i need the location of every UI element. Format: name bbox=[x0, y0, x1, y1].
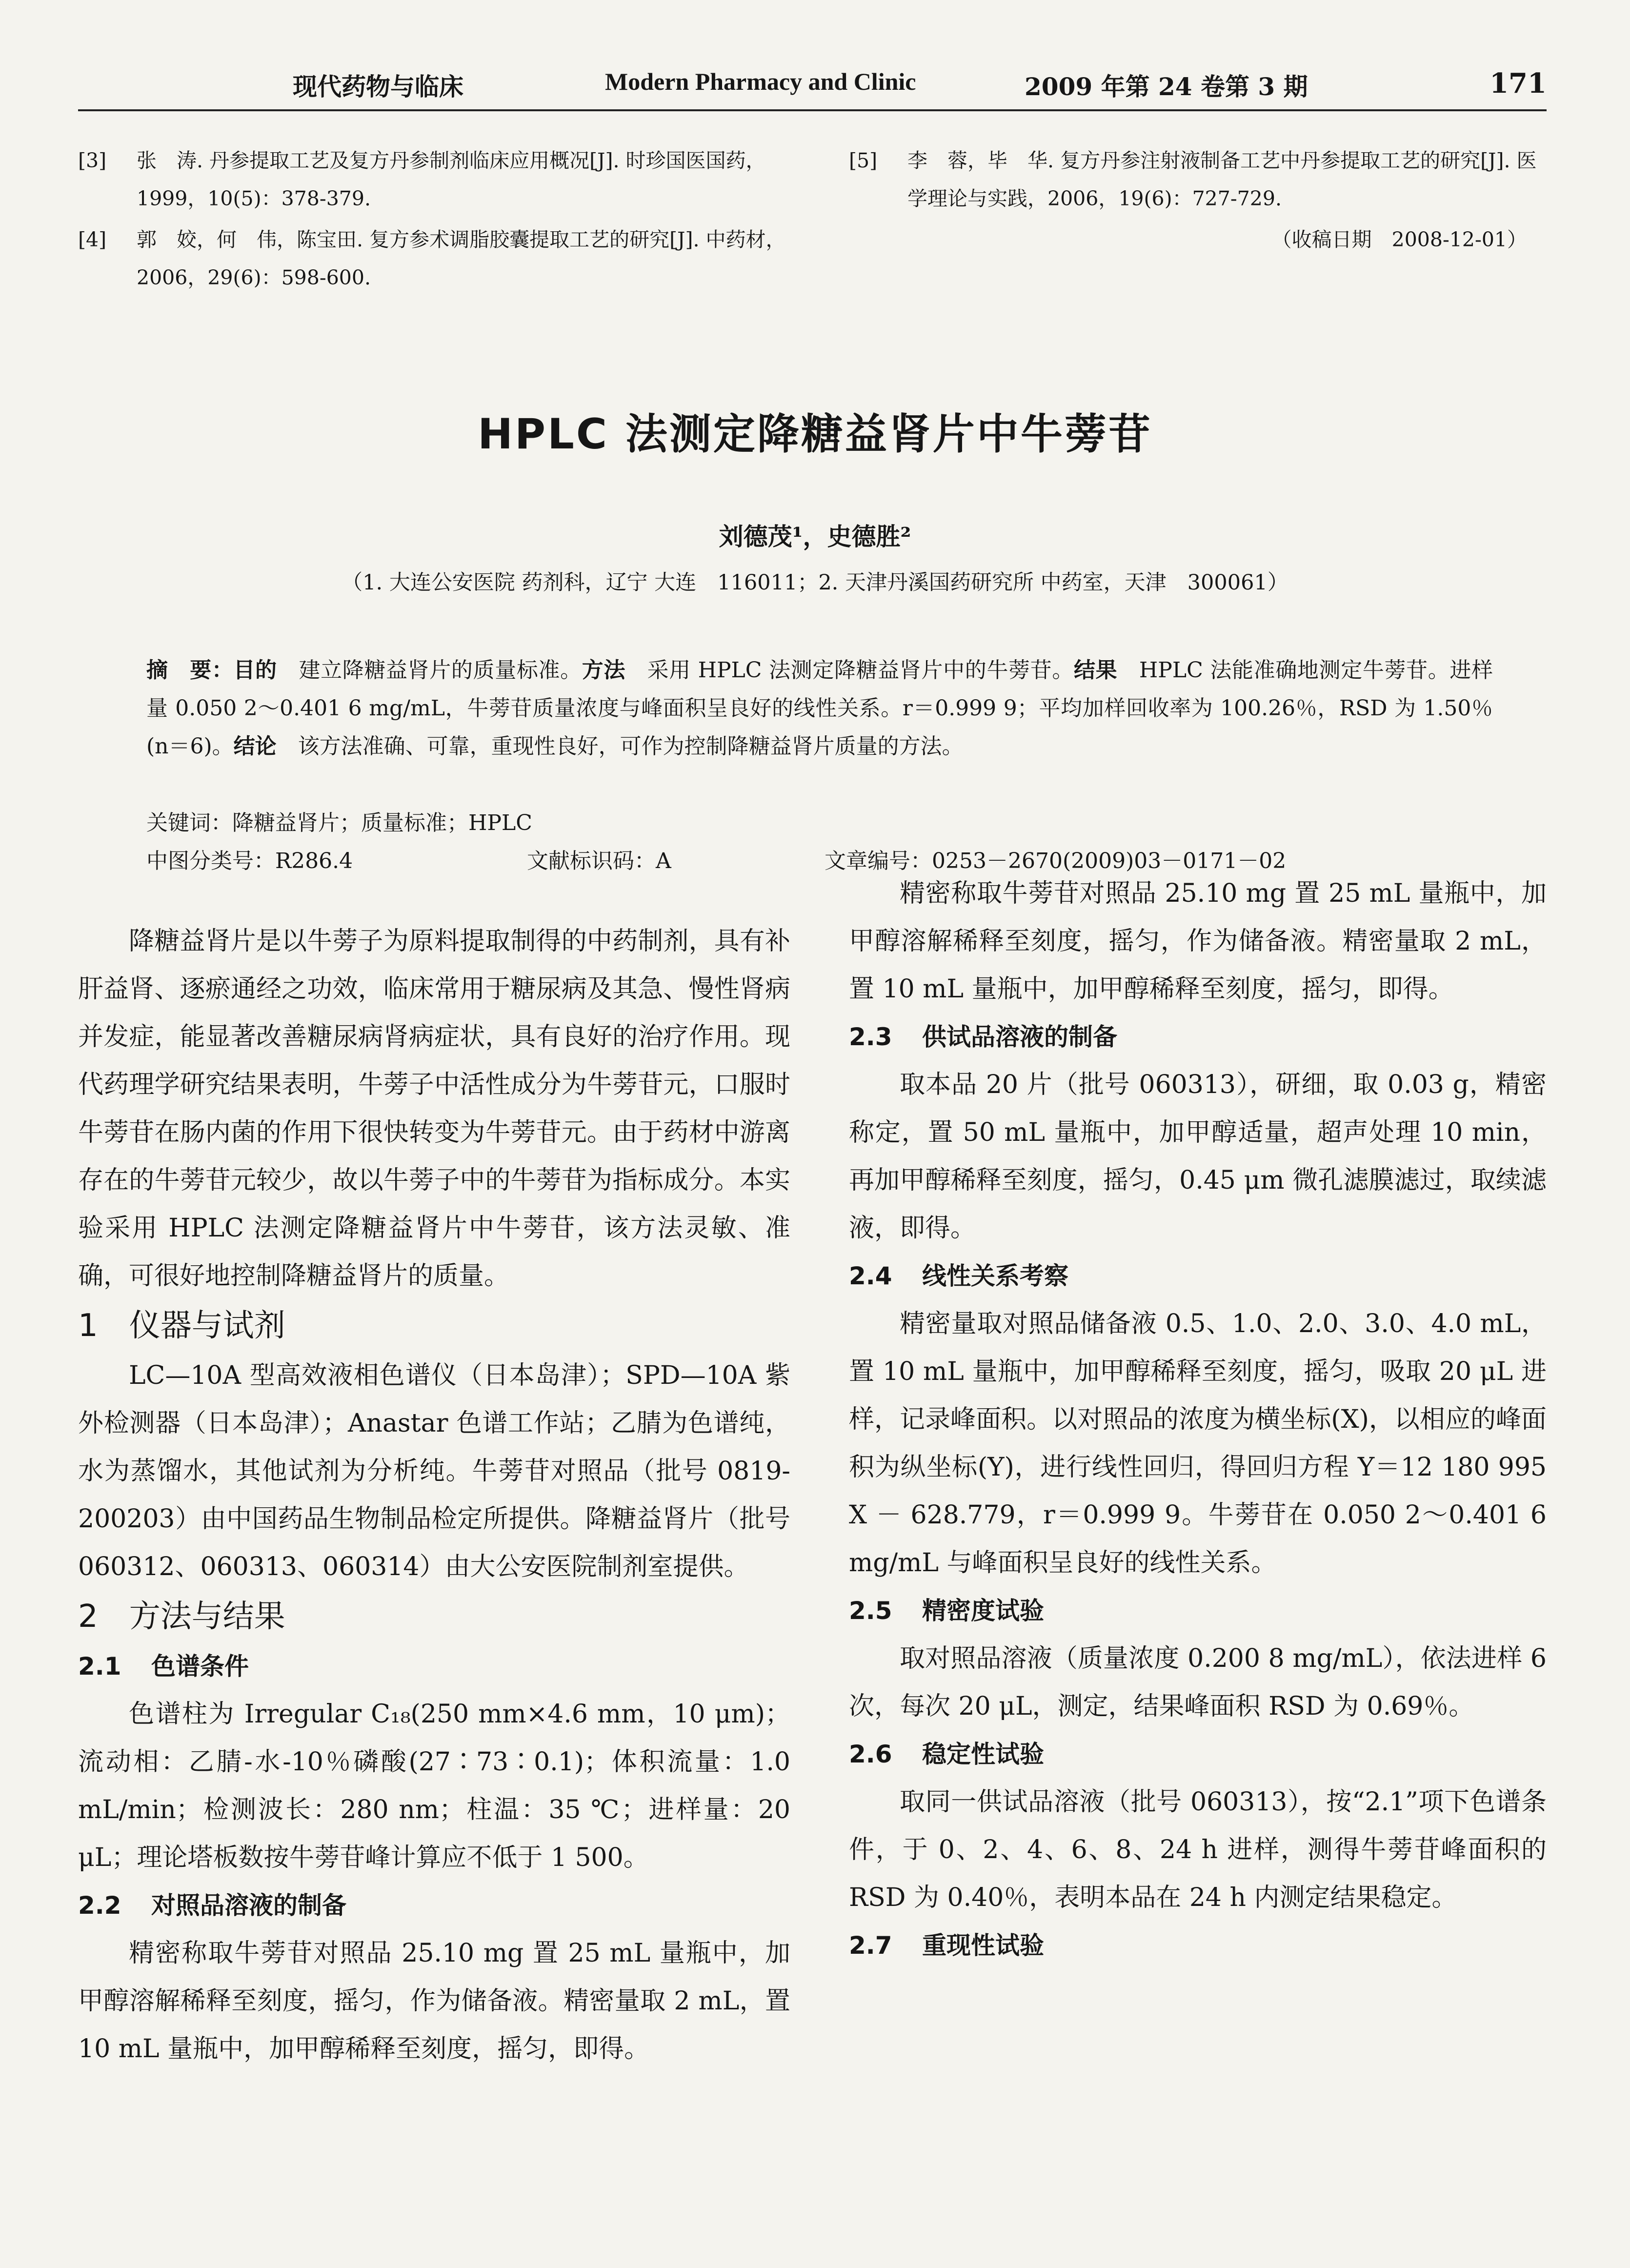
subsection-2-5-text: 取对照品溶液（质量浓度 0.200 8 mg/mL），依法进样 6 次，每次 20 μL，测定，结果峰面积 RSD 为 0.69％。 bbox=[849, 1644, 1547, 1721]
references-left bbox=[78, 142, 790, 300]
references-right bbox=[849, 142, 1547, 259]
conclusion-label: 结论 bbox=[233, 734, 277, 759]
article-authors: 刘德茂¹，史德胜² bbox=[719, 522, 911, 551]
reference-item bbox=[849, 142, 1547, 218]
received-date: （收稿日期 2008-12-01） bbox=[1271, 228, 1527, 251]
subsection-2-7-heading bbox=[849, 1922, 1547, 1969]
subsection-2-1-heading bbox=[78, 1642, 790, 1690]
reference-number: [5] bbox=[849, 149, 878, 172]
journal-name-en: Modern Pharmacy and Clinic bbox=[605, 68, 916, 95]
objective-label: 目的 bbox=[233, 658, 277, 683]
issue-info: 2009 年第 24 卷第 3 期 bbox=[1025, 72, 1308, 101]
header-rule bbox=[78, 109, 1547, 111]
reference-item bbox=[78, 221, 790, 297]
keywords: 关键词：降糖益肾片；质量标准；HPLC bbox=[146, 810, 532, 835]
section-1-heading: 1 仪器与试剂 bbox=[78, 1308, 285, 1344]
clc-number: 中图分类号：R286.4 bbox=[146, 849, 353, 873]
reference-item bbox=[78, 142, 790, 218]
journal-name-cn: 现代药物与临床 bbox=[293, 72, 463, 101]
reference-number: [4] bbox=[78, 228, 107, 251]
reference-text: 张 涛. 丹参提取工艺及复方丹参制剂临床应用概况[J]. 时珍国医国药，1999，10(5)：378-379. bbox=[137, 149, 766, 210]
subsection-2-4-text: 精密量取对照品储备液 0.5、1.0、2.0、3.0、4.0 mL，置 10 mL 量瓶中，加甲醇稀释至刻度，摇匀，吸取 20 μL 进样，记录峰面积。以对照品的浓度为横坐标(X)，以相应的峰面积为纵坐标(Y)，进行线性回归，得回归方程 Y＝12 180 995 X － 628.779，r＝0.999 9。牛蒡苷在 0.050 2～0.401 6 mg/mL 与峰面积呈良好的线性关系。 bbox=[849, 1309, 1547, 1578]
result-text: HPLC 法能准确地测定牛蒡苷。进样量 0.050 2～0.401 6 mg/mL，牛蒡苷质量浓度与峰面积呈良好的线性关系。r＝0.999 9；平均加样回收率为 100.26％，RSD 为 1.50％(n＝6)。 bbox=[146, 658, 1493, 759]
subsection-2-6-heading bbox=[849, 1730, 1547, 1778]
running-header bbox=[293, 59, 1547, 105]
subsection-number: 2.3 bbox=[849, 1023, 892, 1051]
author-affiliation: （1. 大连公安医院 药剂科，辽宁 大连 116011；2. 天津丹溪国药研究所 中药室，天津 300061） bbox=[342, 570, 1288, 595]
abstract-label: 摘 要： bbox=[146, 658, 234, 683]
continued-text-display: 精密称取牛蒡苷对照品 25.10 mg 置 25 mL 量瓶中，加甲醇溶解稀释至刻度，摇匀，作为储备液。精密量取 2 mL，置 10 mL 量瓶中，加甲醇稀释至刻度，摇匀，即得。 bbox=[849, 879, 1547, 1004]
result-label: 结果 bbox=[1073, 658, 1118, 683]
subsection-number: 2.2 bbox=[78, 1891, 121, 1920]
subsection-number: 2.4 bbox=[849, 1262, 892, 1290]
subsection-title: 精密度试验 bbox=[922, 1597, 1044, 1625]
page-number: 171 bbox=[1489, 67, 1547, 100]
subsection-title: 对照品溶液的制备 bbox=[151, 1891, 346, 1920]
subsection-number: 2.6 bbox=[849, 1740, 892, 1768]
subsection-2-6-text: 取同一供试品溶液（批号 060313），按“2.1”项下色谱条件，于 0、2、4、6、8、24 h 进样，测得牛蒡苷峰面积的 RSD 为 0.40％，表明本品在 24 h 内测定结果稳定。 bbox=[849, 1787, 1547, 1912]
subsection-title: 色谱条件 bbox=[151, 1652, 249, 1681]
subsection-2-1-text: 色谱柱为 Irregular C₁₈(250 mm×4.6 mm，10 μm)；流动相：乙腈-水-10％磷酸(27∶73∶0.1)；体积流量：1.0 mL/min；检测波长：280 nm；柱温：35 ℃；进样量：20 μL；理论塔板数按牛蒡苷峰计算应不低于 1 500。 bbox=[78, 1700, 790, 1872]
subsection-2-2-heading bbox=[78, 1882, 790, 1929]
subsection-2-3-text: 取本品 20 片（批号 060313），研细，取 0.03 g，精密称定，置 50 mL 量瓶中，加甲醇适量，超声处理 10 min，再加甲醇稀释至刻度，摇匀，0.45 μm 微孔滤膜滤过，取续滤液，即得。 bbox=[849, 1070, 1547, 1243]
subsection-2-2-text: 精密称取牛蒡苷对照品 25.10 mg 置 25 mL 量瓶中，加甲醇溶解稀释至刻度，摇匀，作为储备液。精密量取 2 mL，置 10 mL 量瓶中，加甲醇稀释至刻度，摇匀，即得。 bbox=[78, 1939, 790, 2064]
subsection-number: 2.5 bbox=[849, 1597, 892, 1625]
article-title: HPLC 法测定降糖益肾片中牛蒡苷 bbox=[478, 410, 1152, 459]
reference-text: 郭 姣，何 伟，陈宝田. 复方参术调脂胶囊提取工艺的研究[J]. 中药材，2006，29(6)：598-600. bbox=[137, 228, 786, 289]
method-label: 方法 bbox=[582, 658, 626, 683]
document-code: 文献标识码：A bbox=[527, 849, 671, 873]
article-number: 文章编号：0253－2670(2009)03－0171－02 bbox=[825, 849, 1287, 873]
section-2-heading: 2 方法与结果 bbox=[78, 1599, 285, 1635]
objective-text: 建立降糖益肾片的质量标准。 bbox=[299, 658, 582, 683]
subsection-title: 线性关系考察 bbox=[922, 1262, 1068, 1290]
abstract bbox=[146, 651, 1493, 766]
method-text: 采用 HPLC 法测定降糖益肾片中的牛蒡苷。 bbox=[647, 658, 1074, 683]
section-1-text: LC—10A 型高效液相色谱仪（日本岛津）；SPD—10A 紫外检测器（日本岛津）；Anastar 色谱工作站；乙腈为色谱纯，水为蒸馏水，其他试剂为分析纯。牛蒡苷对照品（批号 0819-200203）由中国药品生物制品检定所提供。降糖益肾片（批号 060312、060313、060314）由大公安医院制剂室提供。 bbox=[78, 1361, 790, 1581]
subsection-title: 稳定性试验 bbox=[922, 1740, 1044, 1768]
subsection-2-3-heading bbox=[849, 1013, 1547, 1061]
conclusion-text: 该方法准确、可靠，重现性良好，可作为控制降糖益肾片质量的方法。 bbox=[298, 734, 964, 759]
subsection-2-2-text-continued bbox=[849, 870, 1547, 1013]
subsection-title: 供试品溶液的制备 bbox=[922, 1023, 1117, 1051]
subsection-number: 2.7 bbox=[849, 1931, 892, 1960]
subsection-number: 2.1 bbox=[78, 1652, 121, 1681]
subsection-2-4-heading bbox=[849, 1252, 1547, 1300]
body-column-right bbox=[849, 879, 1547, 1969]
subsection-title: 重现性试验 bbox=[922, 1931, 1044, 1960]
intro-paragraph: 降糖益肾片是以牛蒡子为原料提取制得的中药制剂，具有补肝益肾、逐瘀通经之功效，临床常用于糖尿病及其急、慢性肾病并发症，能显著改善糖尿病肾病症状，具有良好的治疗作用。现代药理学研究结果表明，牛蒡子中活性成分为牛蒡苷元，口服时牛蒡苷在肠内菌的作用下很快转变为牛蒡苷元。由于药材中游离存在的牛蒡苷元较少，故以牛蒡子中的牛蒡苷为指标成分。本实验采用 HPLC 法测定降糖益肾片中牛蒡苷，该方法灵敏、准确，可很好地控制降糖益肾片的质量。 bbox=[78, 927, 790, 1291]
reference-number: [3] bbox=[78, 149, 107, 172]
subsection-2-5-heading bbox=[849, 1587, 1547, 1635]
body-column-left bbox=[78, 917, 790, 2064]
reference-text: 李 蓉，毕 华. 复方丹参注射液制备工艺中丹参提取工艺的研究[J]. 医学理论与实践，2006，19(6)：727-729. bbox=[907, 149, 1537, 210]
